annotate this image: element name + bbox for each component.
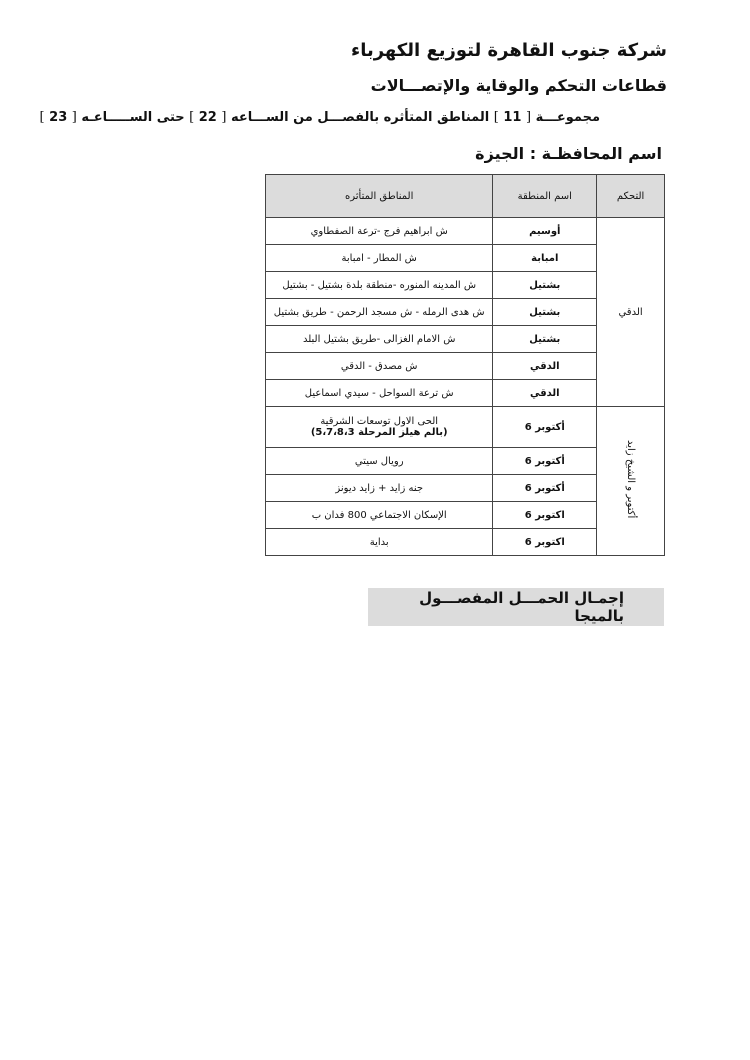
- area-cell: بشتيل: [493, 299, 597, 326]
- area-cell: الدقي: [493, 353, 597, 380]
- area-cell: أكتوبر 6: [493, 407, 597, 448]
- time-to: 23: [49, 110, 68, 125]
- affected-line-1: الحى الاول توسعات الشرقية: [320, 416, 439, 427]
- area-cell: أوسيم: [493, 218, 597, 245]
- governorate-label: اسم المحافظـة : الجيزة: [475, 144, 662, 163]
- affected-cell: ش الامام الغزالى -طريق بشتيل البلد: [266, 326, 493, 353]
- affected-cell: [266, 407, 493, 448]
- area-cell: أكتوبر 6: [493, 448, 597, 475]
- table-row: [266, 218, 665, 245]
- affected-cell: ش هدى الرمله - ش مسجد الرحمن - طريق بشتيل: [266, 299, 493, 326]
- group-line: مجموعـــة [ 11 ] المناطق المتأثره بالفصـــل من الســـاعه [ 22 ] حتى الســـــاعـه [ 23 ]: [39, 110, 600, 125]
- area-cell: الدقي: [493, 380, 597, 407]
- affected-cell: رويال سيتي: [266, 448, 493, 475]
- area-cell: اكتوبر 6: [493, 502, 597, 529]
- control-label-vertical: أكتوبر و الشيخ زايد: [625, 440, 637, 519]
- group-prefix: مجموعـــة: [535, 110, 600, 125]
- affected-cell: ش ترعة السواحل - سيدي اسماعيل: [266, 380, 493, 407]
- total-load-label: إجمـال الحمـــل المفصـــول بالميجا: [368, 588, 664, 626]
- affected-cell: بداية: [266, 529, 493, 556]
- column-header-control: التحكم: [597, 175, 665, 218]
- area-cell: بشتيل: [493, 326, 597, 353]
- table-header-row: [266, 175, 665, 218]
- control-cell-october-zayed: [597, 407, 665, 556]
- time-from: 22: [198, 110, 217, 125]
- group-middle-text: المناطق المتأثره بالفصـــل من الســـاعه: [231, 110, 490, 125]
- time-to-word: حتى الســـــاعـه: [81, 110, 185, 125]
- affected-line-2: (بالم هيلز المرحلة 5،7،8،3): [310, 427, 448, 438]
- column-header-area: اسم المنطقة: [493, 175, 597, 218]
- table-row: [266, 407, 665, 448]
- column-header-affected: المناطق المتأثره: [266, 175, 493, 218]
- area-cell: أكتوبر 6: [493, 475, 597, 502]
- affected-cell: ش مصدق - الدقي: [266, 353, 493, 380]
- area-cell: بشتيل: [493, 272, 597, 299]
- area-cell: امبابة: [493, 245, 597, 272]
- affected-cell: جنه زايد + زايد ديونز: [266, 475, 493, 502]
- affected-cell: الإسكان الاجتماعي 800 فدان ب: [266, 502, 493, 529]
- affected-cell: ش المدينه المنوره -منطقة بلدة بشتيل - بشتيل: [266, 272, 493, 299]
- affected-cell: ش المطار - امبابة: [266, 245, 493, 272]
- affected-cell: ش ابراهيم فرج -ترعة الصفطاوي: [266, 218, 493, 245]
- sectors-title: قطاعات التحكم والوقاية والإتصـــالات: [370, 76, 667, 95]
- company-name: شركة جنوب القاهرة لتوزيع الكهرباء: [351, 40, 667, 61]
- outage-table: [265, 174, 665, 556]
- area-cell: اكتوبر 6: [493, 529, 597, 556]
- group-number: 11: [503, 110, 522, 125]
- control-cell-dokki: الدقي: [597, 218, 665, 407]
